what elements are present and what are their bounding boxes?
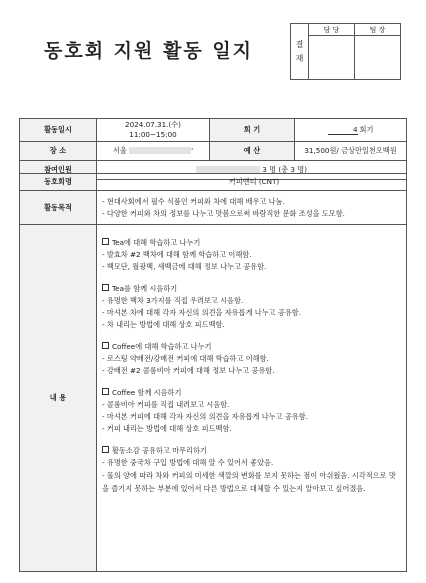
approval-header-leader: 팀 장: [355, 24, 401, 36]
content-line: - 유명한 백차 3가지를 직접 우려보고 시음함.: [102, 296, 244, 305]
date-line-1: 2024.07.31.(수): [125, 120, 181, 129]
content-line: - 강배전 #2 콜롬비아 커피에 대해 정보 나누고 공유함.: [102, 366, 275, 375]
checkbox-bullet-icon: [102, 446, 109, 453]
approval-sign-manager: [309, 36, 355, 80]
count-label: 회 기: [210, 119, 295, 142]
place-value-cell: [97, 142, 210, 161]
content-line: - 마셔본 커피에 대해 각자 자신의 의견을 자유롭게 나누고 공유함.: [102, 412, 308, 421]
content-line: - 콜롬비아 커피를 직접 내려보고 시음함.: [102, 400, 230, 409]
content-paragraph: - 물의 양에 따라 차와 커피의 미세한 색깔의 변화를 보지 못하는 점이 아쉬웠음. 시각적으로 맛을 즐기지 못하는 부분에 있어서 다른 방법으로 대체할 수 있는지 알아보고 싶어졌음.: [102, 471, 396, 493]
place-value: 서울: [112, 146, 127, 155]
club-name-label: 동호회명: [20, 174, 97, 191]
place-label: 장 소: [20, 142, 97, 161]
participants-label: 참여인원: [20, 161, 97, 180]
section-heading: [102, 341, 401, 353]
content-line: - 커피 내리는 방법에 대해 상호 피드백함.: [102, 424, 232, 433]
approval-side-label: [291, 24, 309, 80]
section-heading-text: Coffee에 대해 학습하고 나누기: [112, 342, 212, 351]
checkbox-bullet-icon: [102, 238, 109, 245]
content-label: 내 용: [20, 225, 97, 572]
section-heading-text: Tea를 함께 시음하기: [112, 284, 178, 293]
approval-side-label-1: 결: [295, 39, 304, 49]
place-suffix: ': [191, 146, 194, 155]
approval-box: [290, 23, 401, 80]
date-label: 활동일시: [20, 119, 97, 142]
content-section: [102, 341, 401, 377]
budget-value: 31,500원/ 금상만일천오백원: [295, 142, 407, 161]
content-section: [102, 387, 401, 435]
redacted-names: [196, 166, 260, 173]
purpose-cell: [97, 191, 407, 225]
content-line: - 차 내리는 방법에 대해 상호 피드백함.: [102, 320, 225, 329]
content-section: [102, 445, 401, 495]
content-line: - 발효차 #2 백차에 대해 함께 학습하고 이해함.: [102, 250, 252, 259]
participants-value: 3 명 (총 3 명): [262, 165, 308, 174]
info-table: [19, 118, 407, 180]
date-line-2: 11:00~15:00: [129, 130, 177, 139]
approval-side-label-2: 재: [295, 53, 304, 63]
content-cell: [97, 225, 407, 572]
document-title: 동호회 지원 활동 일지: [44, 40, 254, 62]
content-line: - 로스팅 약배전/강배전 커피에 대해 학습하고 이해함.: [102, 354, 269, 363]
purpose-label: 활동목적: [20, 191, 97, 225]
section-heading-text: Tea에 대해 학습하고 나누기: [112, 238, 201, 247]
purpose-line: - 현대사회에서 필수 식품인 커피와 차에 대해 배우고 나눔.: [102, 196, 285, 206]
content-line: - 마셔본 차에 대해 각자 자신의 의견을 자유롭게 나누고 공유함.: [102, 308, 302, 317]
redacted-address: [129, 146, 194, 155]
checkbox-bullet-icon: [102, 284, 109, 291]
section-heading: [102, 445, 401, 457]
checkbox-bullet-icon: [102, 342, 109, 349]
count-value-cell: [295, 119, 407, 142]
date-value: [97, 119, 210, 142]
content-line: - 백모단, 월광백, 새백금에 대해 정보 나누고 공유함.: [102, 262, 267, 271]
club-name-value: 커피앤티 (CNT): [97, 174, 407, 191]
content-line: - 유명한 중국차 구입 방법에 대해 알 수 있어서 좋았음.: [102, 458, 274, 467]
count-value: 4: [328, 125, 358, 135]
purpose-line: - 다양한 커피와 차의 정보를 나누고 맛봄으로써 바람직한 문화 조성을 도모함.: [102, 208, 345, 218]
section-heading-text: 활동소감 공유하고 마무리하기: [112, 446, 207, 455]
content-section: [102, 237, 401, 273]
section-heading: [102, 283, 401, 295]
section-heading: [102, 387, 401, 399]
checkbox-bullet-icon: [102, 388, 109, 395]
section-heading: [102, 237, 401, 249]
budget-label: 예 산: [210, 142, 295, 161]
approval-sign-leader: [355, 36, 401, 80]
count-unit: 회기: [359, 125, 374, 134]
approval-header-manager: 담 당: [309, 24, 355, 36]
club-table: [19, 173, 407, 572]
section-heading-text: Coffee 함께 시음하기: [112, 388, 182, 397]
content-section: [102, 283, 401, 331]
